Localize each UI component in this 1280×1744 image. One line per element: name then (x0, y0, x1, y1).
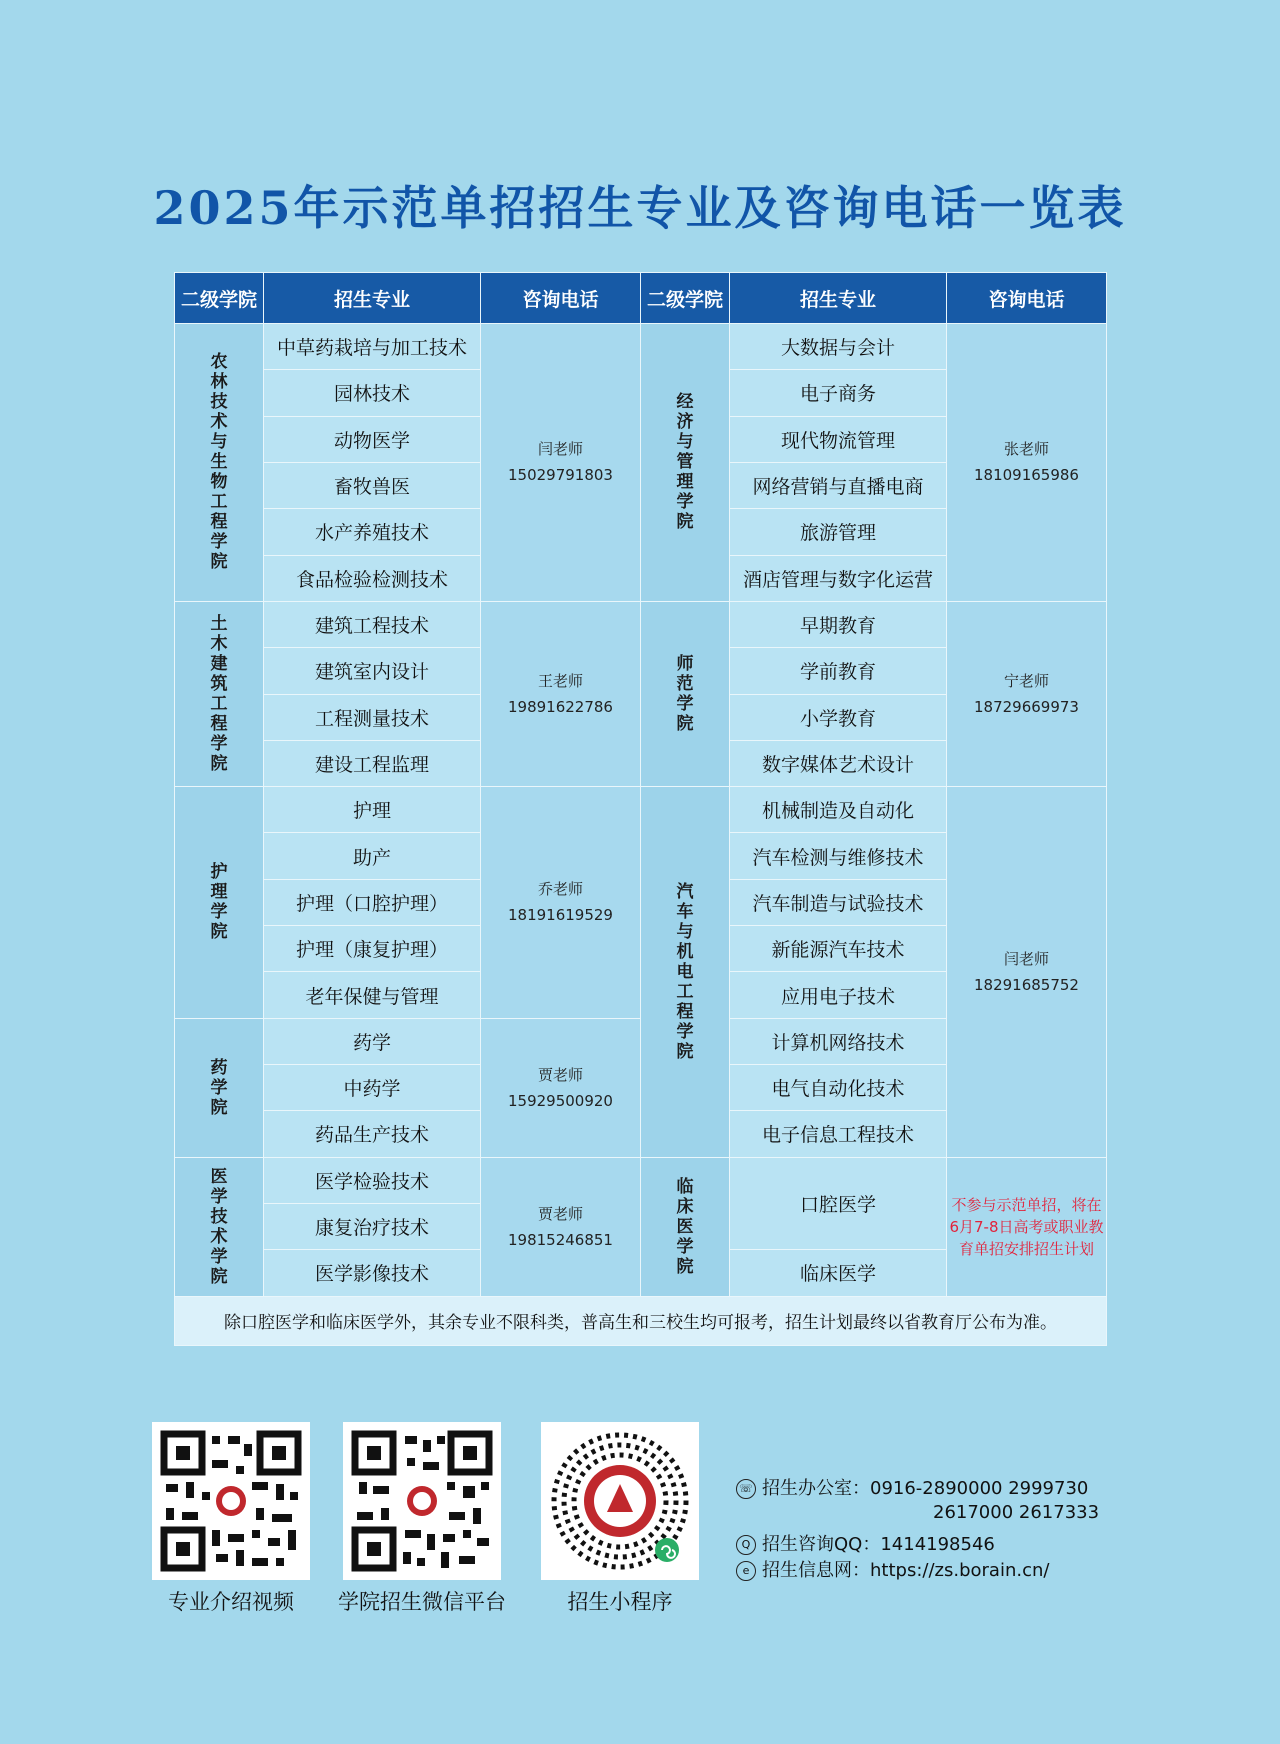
qr-caption: 学院招生微信平台 (338, 1590, 506, 1614)
major-cell: 建设工程监理 (264, 740, 481, 786)
major-cell: 网络营销与直播电商 (730, 462, 947, 508)
contact-cell: 闫老师 15029791803 (481, 324, 641, 602)
major-cell: 旅游管理 (730, 509, 947, 555)
major-cell: 电子信息工程技术 (730, 1111, 947, 1157)
major-cell: 现代物流管理 (730, 416, 947, 462)
dept-cell: 护理学院 (175, 787, 264, 1019)
major-cell: 药品生产技术 (264, 1111, 481, 1157)
header-major: 招生专业 (264, 273, 481, 324)
mini-program-icon (541, 1422, 699, 1580)
table-row (175, 1157, 1107, 1203)
major-cell: 水产养殖技术 (264, 509, 481, 555)
footnote-row (175, 1296, 1107, 1345)
contact-office: ☏ 招生办公室：0916-2890000 2999730 (736, 1474, 1088, 1500)
major-cell: 护理 (264, 787, 481, 833)
major-cell: 口腔医学 (730, 1157, 947, 1250)
table-row (175, 601, 1107, 647)
major-cell: 园林技术 (264, 370, 481, 416)
qr-code-icon (152, 1422, 310, 1580)
dept-cell: 师范学院 (641, 601, 730, 786)
phone-icon: ☏ (736, 1479, 756, 1499)
header-phone: 咨询电话 (947, 273, 1107, 324)
qr-code-wechat[interactable] (343, 1422, 501, 1580)
contact-cell: 宁老师 18729669973 (947, 601, 1107, 786)
majors-table (174, 272, 1107, 1346)
major-cell: 早期教育 (730, 601, 947, 647)
header-phone: 咨询电话 (481, 273, 641, 324)
website-link[interactable]: https://zs.borain.cn/ (870, 1560, 1050, 1581)
header-dept: 二级学院 (641, 273, 730, 324)
page-title: 2025年示范单招招生专业及咨询电话一览表 (153, 181, 1127, 235)
contact-cell: 贾老师 15929500920 (481, 1018, 641, 1157)
major-cell: 工程测量技术 (264, 694, 481, 740)
major-cell: 电气自动化技术 (730, 1065, 947, 1111)
major-cell: 护理（口腔护理） (264, 879, 481, 925)
major-cell: 中药学 (264, 1065, 481, 1111)
major-cell: 临床医学 (730, 1250, 947, 1296)
dept-cell: 临床医学院 (641, 1157, 730, 1296)
table-row (175, 324, 1107, 370)
contact-cell: 贾老师 19815246851 (481, 1157, 641, 1296)
major-cell: 康复治疗技术 (264, 1203, 481, 1249)
major-cell: 应用电子技术 (730, 972, 947, 1018)
major-cell: 食品检验检测技术 (264, 555, 481, 601)
major-cell: 酒店管理与数字化运营 (730, 555, 947, 601)
table-row (175, 787, 1107, 833)
note-cell: 不参与示范单招，将在6月7-8日高考或职业教育单招安排招生计划 (947, 1157, 1107, 1296)
contact-cell: 张老师 18109165986 (947, 324, 1107, 602)
dept-cell: 土木建筑工程学院 (175, 601, 264, 786)
qr-code-icon (343, 1422, 501, 1580)
major-cell: 护理（康复护理） (264, 926, 481, 972)
footnote: 除口腔医学和临床医学外，其余专业不限科类，普高生和三校生均可报考，招生计划最终以省教育厅公布为准。 (175, 1296, 1107, 1345)
header-dept: 二级学院 (175, 273, 264, 324)
major-cell: 医学检验技术 (264, 1157, 481, 1203)
major-cell: 畜牧兽医 (264, 462, 481, 508)
dept-cell: 经济与管理学院 (641, 324, 730, 602)
major-cell: 老年保健与管理 (264, 972, 481, 1018)
major-cell: 建筑工程技术 (264, 601, 481, 647)
major-cell: 学前教育 (730, 648, 947, 694)
major-cell: 小学教育 (730, 694, 947, 740)
major-cell: 新能源汽车技术 (730, 926, 947, 972)
contact-cell: 乔老师 18191619529 (481, 787, 641, 1019)
table-header-row (175, 273, 1107, 324)
contact-office-line2: 2617000 2617333 (933, 1502, 1100, 1523)
qr-caption: 专业介绍视频 (168, 1590, 294, 1614)
contact-web: e 招生信息网：https://zs.borain.cn/ (736, 1556, 1049, 1582)
dept-cell: 汽车与机电工程学院 (641, 787, 730, 1158)
header-major: 招生专业 (730, 273, 947, 324)
dept-cell: 药学院 (175, 1018, 264, 1157)
qr-caption: 招生小程序 (567, 1590, 673, 1614)
dept-cell: 农林技术与生物工程学院 (175, 324, 264, 602)
major-cell: 中草药栽培与加工技术 (264, 324, 481, 370)
contact-cell: 闫老师 18291685752 (947, 787, 1107, 1158)
major-cell: 电子商务 (730, 370, 947, 416)
web-icon: e (736, 1561, 756, 1581)
contact-cell: 王老师 19891622786 (481, 601, 641, 786)
major-cell: 汽车检测与维修技术 (730, 833, 947, 879)
major-cell: 机械制造及自动化 (730, 787, 947, 833)
major-cell: 动物医学 (264, 416, 481, 462)
major-cell: 药学 (264, 1018, 481, 1064)
major-cell: 建筑室内设计 (264, 648, 481, 694)
qr-code-video[interactable] (152, 1422, 310, 1580)
major-cell: 计算机网络技术 (730, 1018, 947, 1064)
mini-program-code[interactable] (541, 1422, 699, 1580)
dept-cell: 医学技术学院 (175, 1157, 264, 1296)
major-cell: 汽车制造与试验技术 (730, 879, 947, 925)
major-cell: 数字媒体艺术设计 (730, 740, 947, 786)
major-cell: 大数据与会计 (730, 324, 947, 370)
contact-qq: Q 招生咨询QQ：1414198546 (736, 1530, 995, 1556)
major-cell: 医学影像技术 (264, 1250, 481, 1296)
major-cell: 助产 (264, 833, 481, 879)
qq-icon: Q (736, 1535, 756, 1555)
